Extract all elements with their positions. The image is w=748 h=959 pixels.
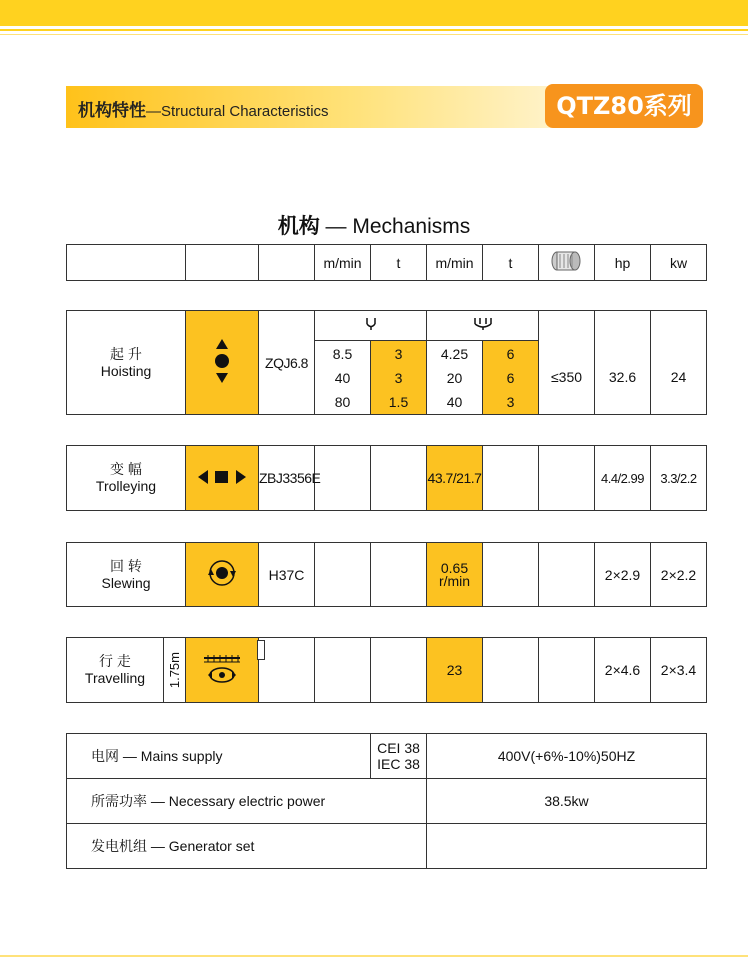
generator-set-value [427,824,707,869]
trolleying-kw: 3.3/2.2 [651,446,707,511]
rotation-icon [186,543,259,607]
travelling-kw: 2×3.4 [651,638,707,703]
hoisting-kw-top [651,311,707,341]
slewing-kw: 2×2.2 [651,543,707,607]
hoisting-label-zh: 起 升 [110,345,142,362]
hoisting-speed-2fall-2: 40 [334,369,351,386]
trolleying-empty-1 [315,446,371,511]
slewing-speed-value: 0.65 [440,559,469,576]
hoisting-rope-top [539,311,595,341]
hoisting-speed-2fall-3: 80 [334,393,351,410]
hoisting-speed-2fall-1: 8.5 [332,345,353,362]
hoisting-speed-4fall-2: 20 [446,369,463,386]
header-load-1: t [371,245,427,281]
slewing-empty-2 [371,543,427,607]
slewing-speed [427,543,483,607]
slewing-label-en: Slewing [101,574,151,591]
travelling-empty-1 [315,638,371,703]
slewing-speed-unit: r/min [438,572,471,589]
trolleying-speed: 43.7/21.7 [427,446,483,511]
mains-supply-label: 电网 — Mains supply [67,734,371,779]
hoisting-load-4fall-1: 6 [506,345,515,362]
section-title-en: —Structural Characteristics [146,103,329,120]
travelling-label [67,638,164,703]
bottom-rule [0,955,748,957]
header-empty-2 [186,245,259,281]
header-load-2: t [483,245,539,281]
travelling-gauge-cell [164,638,186,703]
section-title-zh: 机构特性 [78,101,146,120]
mains-standards [371,734,427,779]
slewing-label-zh: 回 转 [110,557,142,574]
mains-standard-cei: CEI 38 [377,740,420,756]
hoisting-speeds-2fall [315,341,371,415]
trolleying-table [66,445,707,511]
hoisting-label-en: Hoisting [100,362,152,379]
slewing-empty-4 [539,543,595,607]
trolleying-empty-2 [371,446,427,511]
hoisting-label [67,311,186,415]
hoisting-speeds-4fall [427,341,483,415]
slewing-table [66,542,707,607]
left-right-arrow-icon [186,446,259,511]
travelling-empty-3 [483,638,539,703]
travelling-gauge: 1.75m [167,651,182,689]
slewing-hp: 2×2.9 [595,543,651,607]
hoisting-speed-4fall-3: 40 [446,393,463,410]
header-speed-2: m/min [427,245,483,281]
two-fall-hook-icon [315,311,427,341]
trolleying-empty-4 [539,446,595,511]
header-empty-1 [67,245,186,281]
hoisting-model: ZQJ6.8 [259,311,315,415]
travelling-model-cell [259,638,315,703]
rail-travel-icon [186,638,259,703]
top-rule [0,29,748,31]
wire-rope-drum-icon [539,245,595,281]
power-table [66,733,707,869]
slewing-model: H37C [259,543,315,607]
top-color-bar [0,0,748,26]
hoisting-load-2fall-3: 1.5 [388,393,409,410]
header-table [66,244,707,281]
travelling-label-en: Travelling [84,670,146,686]
hoisting-load-2fall-1: 3 [394,345,403,362]
hoisting-speed-4fall-1: 4.25 [440,345,469,362]
travelling-label-zh: 行 走 [99,653,131,669]
travelling-marker [257,640,265,660]
header-empty-3 [259,245,315,281]
hoisting-kw: 24 [651,341,707,415]
series-badge: QTZ80系列 [545,84,703,128]
trolleying-label-en: Trolleying [95,478,157,494]
four-fall-hook-icon [427,311,539,341]
necessary-power-value: 38.5kw [427,779,707,824]
slewing-empty-3 [483,543,539,607]
travelling-empty-4 [539,638,595,703]
necessary-power-label: 所需功率 — Necessary electric power [67,779,427,824]
up-down-arrow-icon [186,311,259,415]
mechanisms-title-zh: 机构 [277,215,320,238]
hoisting-hp-top [595,311,651,341]
trolleying-model: ZBJ3356E [259,446,315,511]
travelling-empty-2 [371,638,427,703]
trolleying-empty-3 [483,446,539,511]
hoisting-load-2fall-2: 3 [394,369,403,386]
mains-supply-value: 400V(+6%-10%)50HZ [427,734,707,779]
hoisting-load-4fall-3: 3 [506,393,515,410]
generator-set-label: 发电机组 — Generator set [67,824,427,869]
slewing-label [67,543,186,607]
slewing-empty-1 [315,543,371,607]
travelling-table [66,637,707,703]
header-hp: hp [595,245,651,281]
hoisting-hp: 32.6 [595,341,651,415]
hoisting-load-4fall-2: 6 [506,369,515,386]
trolleying-label-zh: 变 幅 [110,461,142,477]
mains-standard-iec: IEC 38 [377,756,420,772]
section-title [78,96,329,121]
travelling-hp: 2×4.6 [595,638,651,703]
top-rule-thin [0,34,748,35]
header-speed-1: m/min [315,245,371,281]
mechanisms-title [0,210,748,240]
hoisting-loads-4fall [483,341,539,415]
travelling-speed: 23 [427,638,483,703]
trolleying-hp: 4.4/2.99 [595,446,651,511]
hoisting-loads-2fall [371,341,427,415]
hoisting-table [66,310,707,415]
hoisting-rope-length: ≤350 [539,341,595,415]
header-kw: kw [651,245,707,281]
mechanisms-title-en: — Mechanisms [319,215,471,238]
trolleying-label [67,446,186,511]
